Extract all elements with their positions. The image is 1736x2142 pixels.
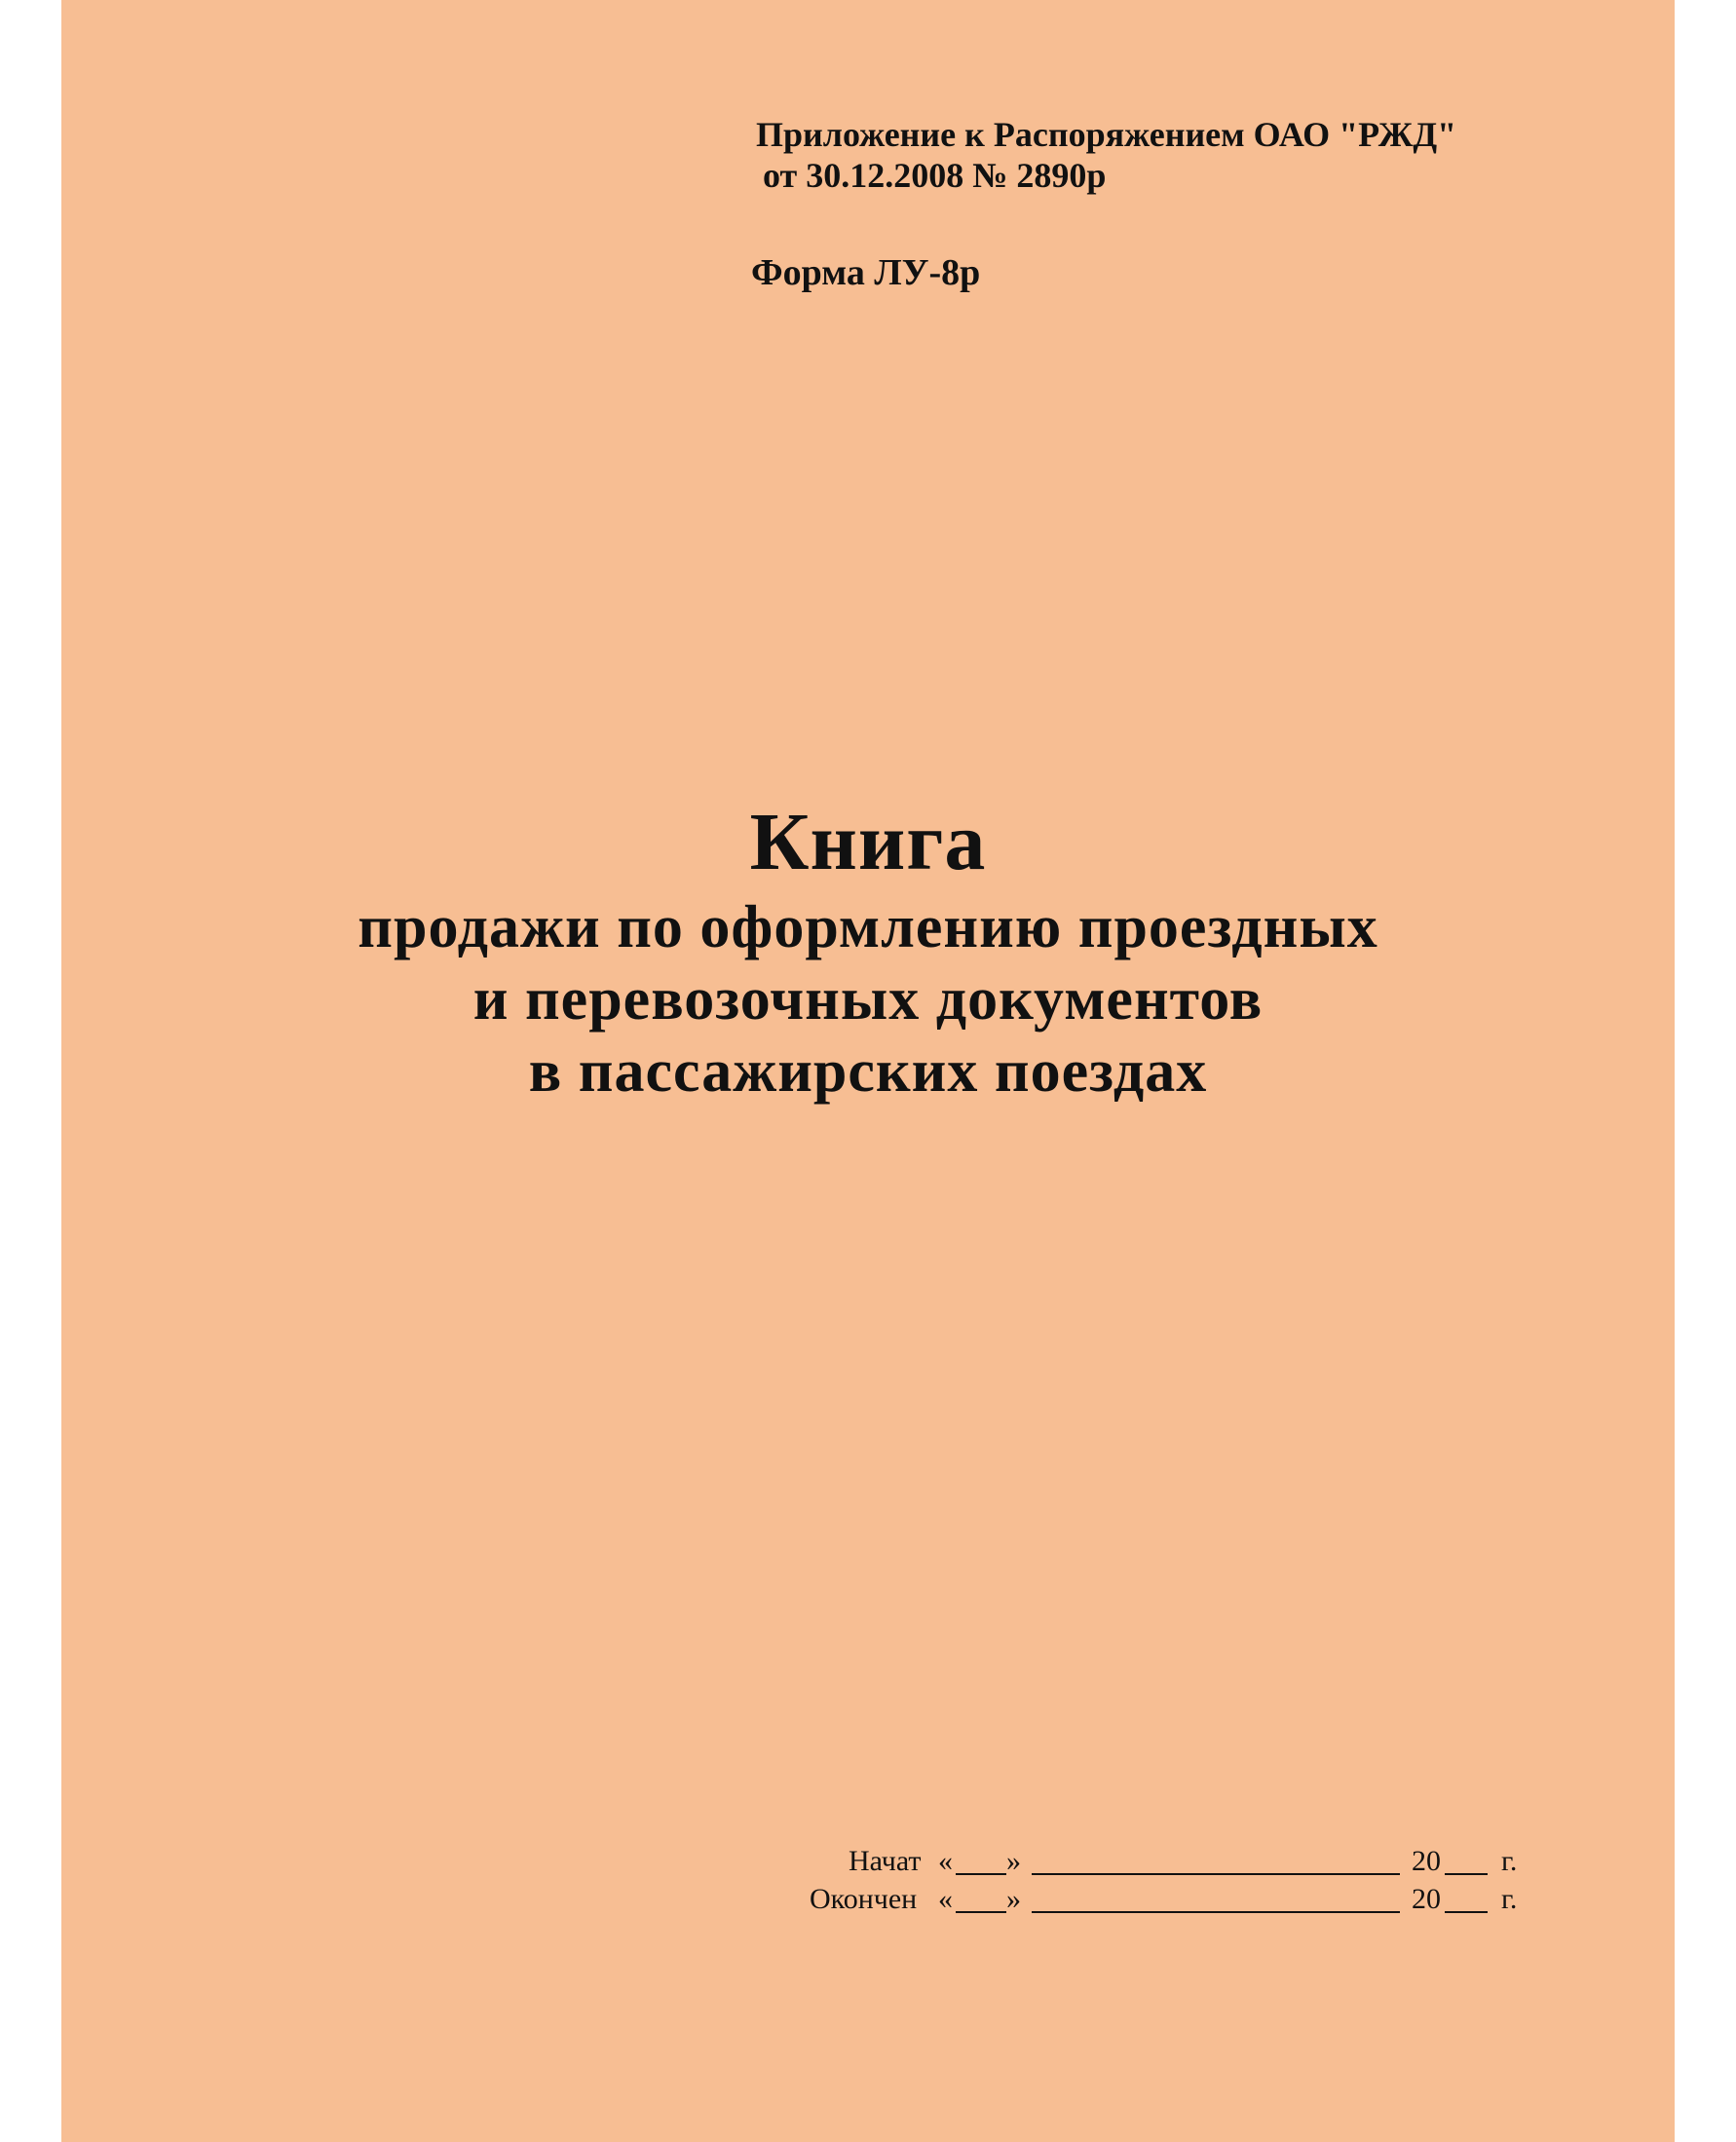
year-blank[interactable] <box>1445 1844 1488 1875</box>
year-suffix: г. <box>1501 1845 1518 1877</box>
order-date-number: от 30.12.2008 № 2890р <box>763 156 1107 195</box>
started-label: Начат <box>849 1845 922 1877</box>
appendix-reference: Приложение к Распоряжением ОАО "РЖД" <box>756 115 1457 154</box>
quote-open: « <box>938 1883 953 1915</box>
title-line-3: в пассажирских поездах <box>528 1038 1208 1105</box>
year-prefix: 20 <box>1412 1883 1441 1915</box>
title-main: Книга <box>749 797 987 887</box>
year-prefix: 20 <box>1412 1845 1441 1877</box>
year-suffix: г. <box>1501 1883 1518 1915</box>
year-blank[interactable] <box>1445 1882 1488 1913</box>
month-blank[interactable] <box>1032 1844 1400 1875</box>
ended-label: Окончен <box>810 1883 918 1915</box>
quote-close: » <box>1006 1883 1021 1915</box>
form-label: Форма ЛУ-8р <box>751 252 981 293</box>
started-date-row <box>61 1844 1675 1879</box>
day-blank[interactable] <box>956 1882 1006 1913</box>
quote-open: « <box>938 1845 953 1877</box>
day-blank[interactable] <box>956 1844 1006 1875</box>
month-blank[interactable] <box>1032 1882 1400 1913</box>
ended-date-row <box>61 1882 1675 1917</box>
title-line-2: и перевозочных документов <box>472 966 1264 1033</box>
quote-close: » <box>1006 1845 1021 1877</box>
title-line-1: продажи по оформлению проездных <box>358 894 1378 960</box>
book-title <box>61 794 1675 1108</box>
document-page <box>61 0 1675 2142</box>
